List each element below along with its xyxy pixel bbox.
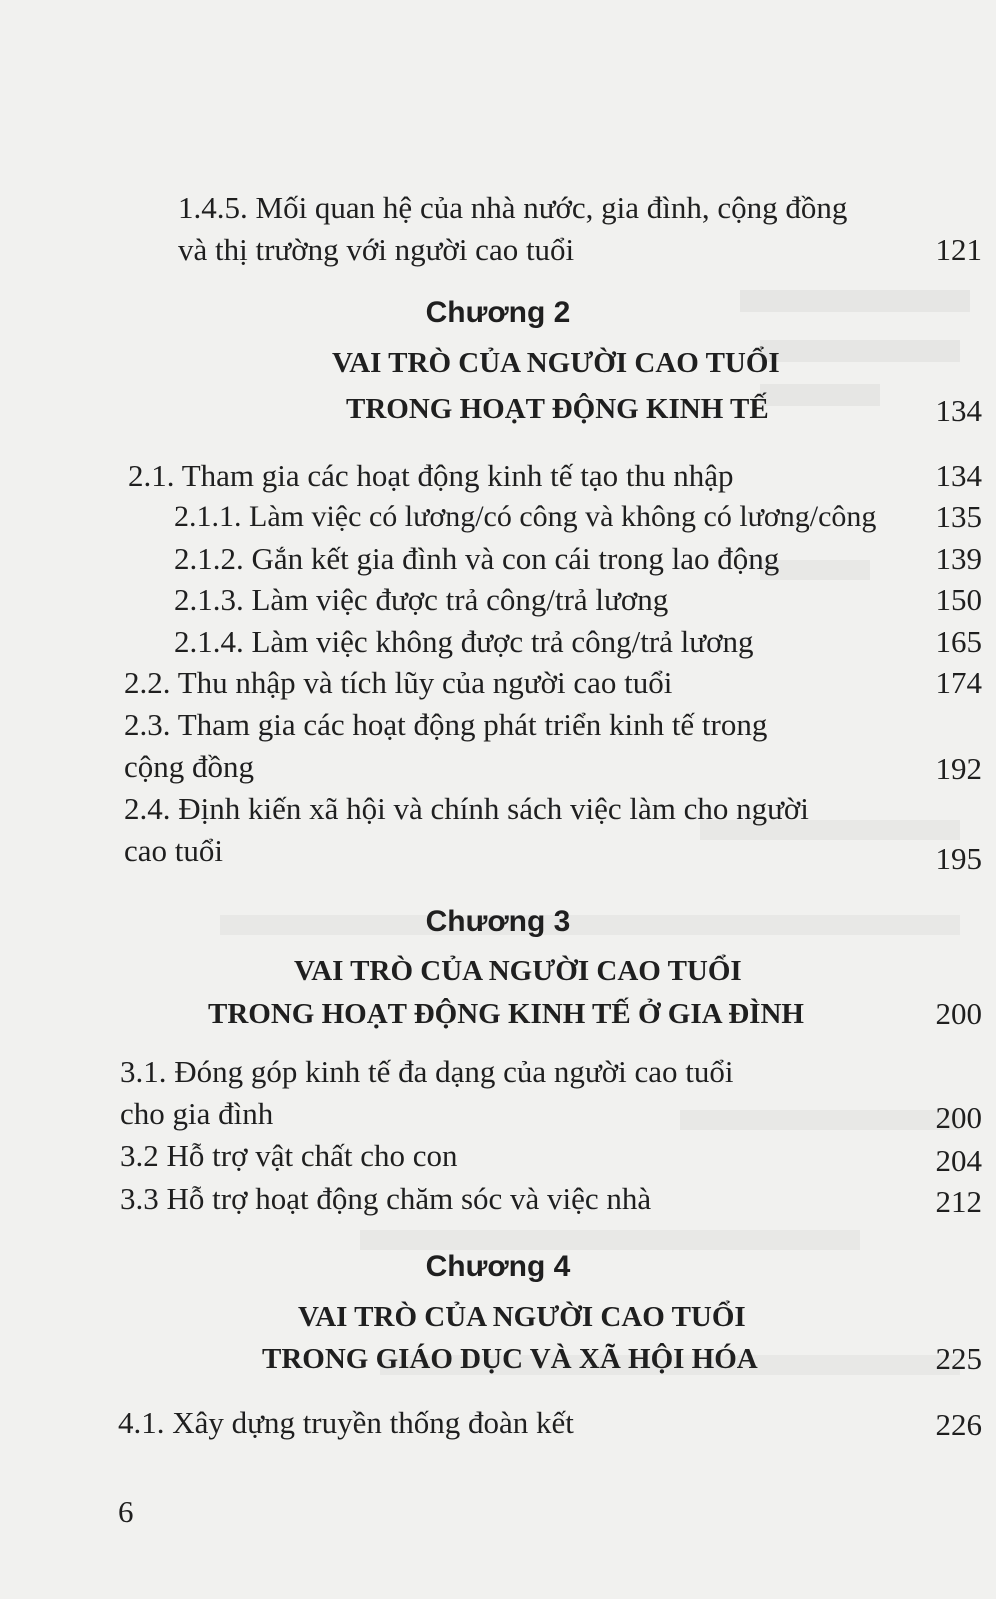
chapter-4-label: Chương 4: [425, 1250, 571, 1283]
toc-page-number: 135: [935, 499, 982, 534]
toc-page-number: 134: [935, 458, 982, 493]
chapter-4-title-line1: VAI TRÒ CỦA NGƯỜI CAO TUỔI: [298, 1301, 746, 1333]
show-through-mark: [680, 1110, 960, 1130]
chapter-3-label: Chương 3: [425, 905, 571, 938]
toc-page-number: 226: [935, 1407, 982, 1442]
toc-entry-2-1-2: 2.1.2. Gắn kết gia đình và con cái trong lao động: [174, 541, 780, 576]
toc-entry-3-1-line1: 3.1. Đóng góp kinh tế đa dạng của người cao tuổi: [120, 1054, 734, 1089]
show-through-mark: [360, 1230, 860, 1250]
toc-entry-3-3: 3.3 Hỗ trợ hoạt động chăm sóc và việc nhà: [120, 1181, 652, 1216]
toc-entry-3-1-line2: cho gia đình: [120, 1096, 274, 1131]
chapter-3-title-line1: VAI TRÒ CỦA NGƯỜI CAO TUỔI: [294, 955, 742, 987]
toc-page-number: 200: [935, 1100, 982, 1135]
toc-entry-2-3-line1: 2.3. Tham gia các hoạt động phát triển kinh tế trong: [124, 707, 768, 742]
page-number: 6: [118, 1494, 134, 1529]
show-through-mark: [760, 384, 880, 406]
toc-page-number: 225: [935, 1341, 982, 1376]
toc-page-number: 192: [935, 751, 982, 786]
chapter-3-title-line2: TRONG HOẠT ĐỘNG KINH TẾ Ở GIA ĐÌNH: [208, 998, 804, 1030]
toc-page-number: 134: [935, 393, 982, 428]
toc-entry-2-1: 2.1. Tham gia các hoạt động kinh tế tạo thu nhập: [128, 458, 734, 493]
toc-page-number: 195: [935, 841, 982, 876]
chapter-4-title-line2: TRONG GIÁO DỤC VÀ XÃ HỘI HÓA: [262, 1343, 758, 1375]
chapter-2-title-line2: TRONG HOẠT ĐỘNG KINH TẾ: [346, 393, 769, 425]
toc-page-number: 212: [935, 1184, 982, 1219]
toc-entry-2-2: 2.2. Thu nhập và tích lũy của người cao tuổi: [124, 665, 673, 700]
toc-entry-1-4-5-line2: và thị trường với người cao tuổi: [178, 232, 575, 267]
toc-entry-2-1-3: 2.1.3. Làm việc được trả công/trả lương: [174, 582, 669, 617]
chapter-2-label: Chương 2: [425, 296, 571, 329]
toc-page-number: 200: [935, 996, 982, 1031]
toc-entry-2-4-line2: cao tuổi: [124, 833, 223, 868]
toc-entry-2-1-1: 2.1.1. Làm việc có lương/có công và không có lương/công: [174, 500, 877, 533]
toc-entry-4-1: 4.1. Xây dựng truyền thống đoàn kết: [118, 1405, 574, 1440]
toc-page-number: 139: [935, 541, 982, 576]
toc-page-number: 204: [935, 1143, 982, 1178]
toc-entry-2-3-line2: cộng đồng: [124, 749, 255, 784]
show-through-mark: [760, 340, 960, 362]
toc-entry-2-1-4: 2.1.4. Làm việc không được trả công/trả lương: [174, 624, 754, 659]
toc-entry-1-4-5-line1: 1.4.5. Mối quan hệ của nhà nước, gia đình, cộng đồng: [178, 190, 848, 225]
chapter-2-title-line1: VAI TRÒ CỦA NGƯỜI CAO TUỔI: [332, 347, 780, 379]
toc-entry-2-4-line1: 2.4. Định kiến xã hội và chính sách việc làm cho người: [124, 791, 809, 826]
toc-entry-3-2: 3.2 Hỗ trợ vật chất cho con: [120, 1138, 458, 1173]
toc-page-number: 174: [935, 665, 982, 700]
toc-page-number: 121: [935, 232, 982, 267]
toc-page-number: 150: [935, 582, 982, 617]
toc-page-number: 165: [935, 624, 982, 659]
